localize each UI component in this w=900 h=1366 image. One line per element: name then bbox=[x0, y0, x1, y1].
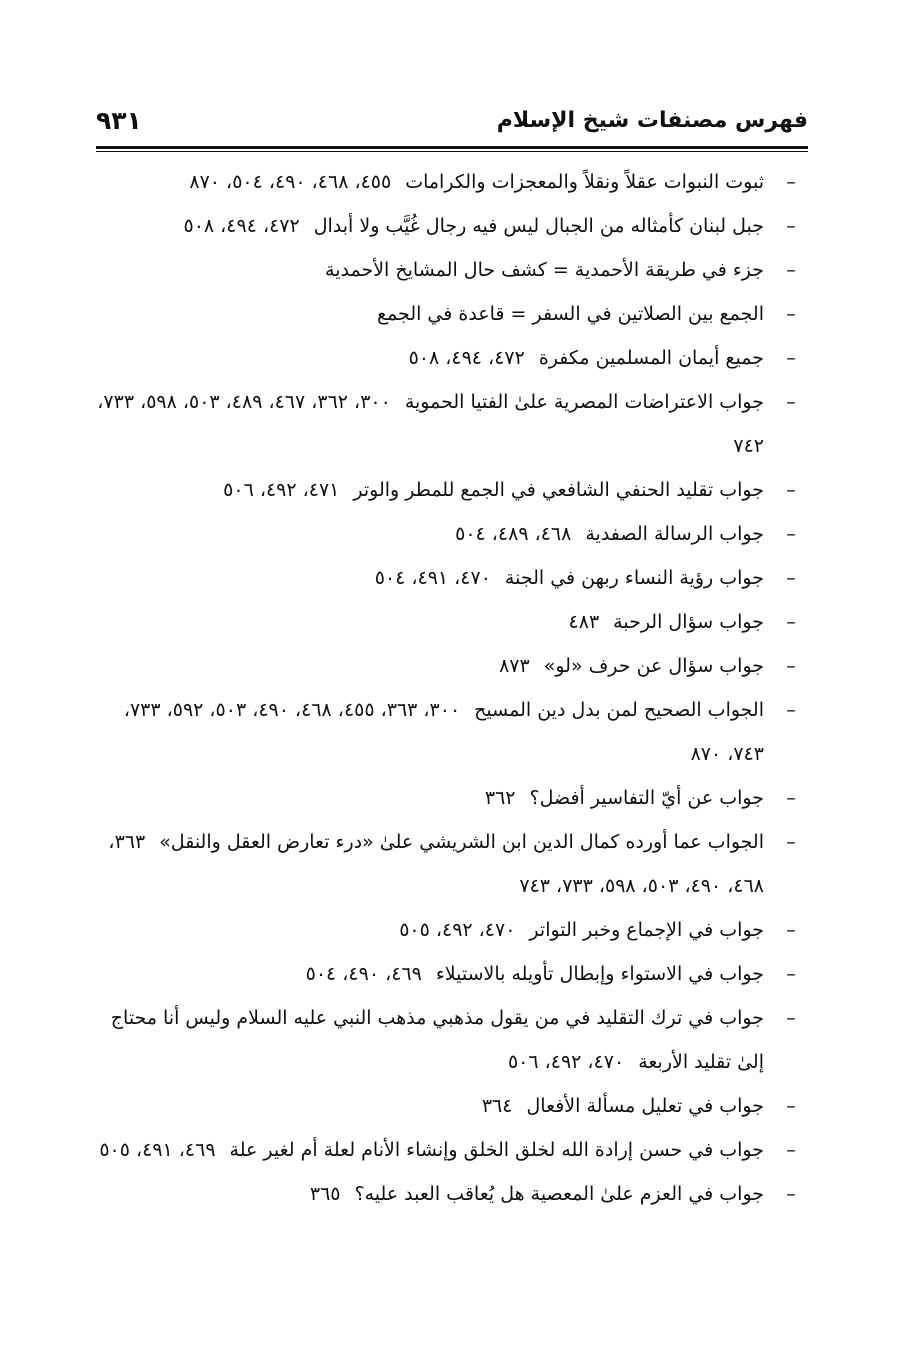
entry-title: جواب رؤية النساء ربهن في الجنة bbox=[504, 567, 764, 589]
entry-dash: – bbox=[786, 699, 796, 721]
entry-title: جواب عن أيّ التفاسير أفضل؟ bbox=[529, 787, 764, 809]
entry-title: جواب في تعليل مسألة الأفعال bbox=[526, 1095, 764, 1117]
index-entry bbox=[96, 336, 808, 380]
entry-dash: – bbox=[786, 567, 796, 589]
entry-pages: ٤٥٥، ٤٦٨، ٤٩٠، ٥٠٤، ٨٧٠ bbox=[189, 171, 392, 193]
entry-pages: ٤٧٠، ٤٩٢، ٥٠٦ bbox=[507, 1051, 625, 1073]
index-entry bbox=[96, 952, 808, 996]
entry-title: جزء في طريقة الأحمدية = كشف حال المشايخ الأحمدية bbox=[325, 259, 764, 281]
index-entry bbox=[96, 512, 808, 556]
entry-dash: – bbox=[786, 303, 796, 325]
entry-pages: ٨٧٣ bbox=[499, 655, 530, 677]
entry-dash: – bbox=[786, 215, 796, 237]
entry-title: جواب سؤال عن حرف «لو» bbox=[543, 655, 764, 677]
entry-dash: – bbox=[786, 523, 796, 545]
entry-title: جواب في ترك التقليد في من يقول مذهبي مذهب النبي عليه السلام وليس أنا محتاج إلىٰ تقليد الأربعة bbox=[110, 1007, 764, 1073]
entry-pages: ٣٠٠، ٣٦٣، ٤٥٥، ٤٦٨، ٤٩٠، ٥٠٣، ٥٩٢، ٧٣٣، ٧٤٣، ٨٧٠ bbox=[123, 699, 764, 765]
entry-pages: ٣٦٤ bbox=[481, 1095, 513, 1117]
entry-dash: – bbox=[786, 831, 796, 853]
entry-pages: ٣٦٢ bbox=[484, 787, 516, 809]
entry-pages: ٣٦٥ bbox=[309, 1183, 341, 1205]
entry-dash: – bbox=[786, 1183, 796, 1205]
entry-pages: ٤٨٣ bbox=[568, 611, 600, 633]
page-number: ٩٣١ bbox=[96, 106, 142, 135]
entry-dash: – bbox=[786, 1007, 796, 1029]
index-entry bbox=[96, 644, 808, 688]
entry-pages: ٤٧٠، ٤٩١، ٥٠٤ bbox=[374, 567, 491, 589]
index-entry bbox=[96, 776, 808, 820]
entry-title: جواب تقليد الحنفي الشافعي في الجمع للمطر والوتر bbox=[353, 479, 764, 501]
entry-dash: – bbox=[786, 171, 796, 193]
entry-dash: – bbox=[786, 479, 796, 501]
entry-title: جميع أيمان المسلمين مكفرة bbox=[538, 347, 764, 369]
entry-dash: – bbox=[786, 1139, 796, 1161]
index-entry bbox=[96, 292, 808, 336]
running-title: فهرس مصنفات شيخ الإسلام bbox=[496, 108, 808, 133]
index-entry bbox=[96, 600, 808, 644]
entry-pages: ٤٦٩، ٤٩١، ٥٠٥ bbox=[99, 1139, 216, 1161]
entry-title: جواب الاعتراضات المصرية علىٰ الفتيا الحموية bbox=[404, 391, 764, 413]
entry-title: جواب في حسن إرادة الله لخلق الخلق وإنشاء الأنام لعلة أم لغير علة bbox=[229, 1139, 764, 1161]
entry-title: الجواب عما أورده كمال الدين ابن الشريشي علىٰ «درء تعارض العقل والنقل» bbox=[159, 831, 764, 853]
index-entry bbox=[96, 1084, 808, 1128]
entry-title: جواب سؤال الرحبة bbox=[613, 611, 764, 633]
entry-title: الجواب الصحيح لمن بدل دين المسيح bbox=[474, 699, 764, 721]
entry-pages: ٤٧٢، ٤٩٤، ٥٠٨ bbox=[408, 347, 525, 369]
index-entry bbox=[96, 204, 808, 248]
entry-title: جبل لبنان كأمثاله من الجبال ليس فيه رجال غُيَّب ولا أبدال bbox=[313, 215, 764, 237]
entry-dash: – bbox=[786, 655, 796, 677]
entry-dash: – bbox=[786, 391, 796, 413]
index-entries-list bbox=[96, 160, 808, 1216]
entry-dash: – bbox=[786, 1095, 796, 1117]
entry-pages: ٣٠٠، ٣٦٢، ٤٦٧، ٤٨٩، ٥٠٣، ٥٩٨، ٧٣٣، ٧٤٢ bbox=[97, 391, 764, 457]
index-entry bbox=[96, 556, 808, 600]
entry-pages: ٣٦٣، ٤٦٨، ٤٩٠، ٥٠٣، ٥٩٨، ٧٣٣، ٧٤٣ bbox=[108, 831, 764, 897]
index-entry bbox=[96, 248, 808, 292]
index-entry bbox=[96, 380, 808, 468]
index-entry bbox=[96, 160, 808, 204]
index-entry bbox=[96, 1172, 808, 1216]
index-entry bbox=[96, 820, 808, 908]
entry-dash: – bbox=[786, 787, 796, 809]
entry-title: جواب في الاستواء وإبطال تأويله بالاستيلاء bbox=[435, 963, 764, 985]
entry-pages: ٤٦٩، ٤٩٠، ٥٠٤ bbox=[305, 963, 422, 985]
entry-dash: – bbox=[786, 963, 796, 985]
entry-title: الجمع بين الصلاتين في السفر = قاعدة في الجمع bbox=[376, 303, 764, 325]
header-rule-thin bbox=[96, 151, 808, 152]
entry-pages: ٤٧٢، ٤٩٤، ٥٠٨ bbox=[183, 215, 300, 237]
index-entry bbox=[96, 996, 808, 1084]
index-entry bbox=[96, 908, 808, 952]
header-rule-thick bbox=[96, 146, 808, 149]
running-header bbox=[96, 104, 808, 144]
entry-pages: ٤٦٨، ٤٨٩، ٥٠٤ bbox=[455, 523, 572, 545]
index-entry bbox=[96, 1128, 808, 1172]
entry-dash: – bbox=[786, 347, 796, 369]
entry-dash: – bbox=[786, 259, 796, 281]
entry-title: ثبوت النبوات عقلاً ونقلاً والمعجزات والكرامات bbox=[405, 171, 764, 193]
entry-dash: – bbox=[786, 919, 796, 941]
entry-title: جواب في العزم علىٰ المعصية هل يُعاقب العبد عليه؟ bbox=[354, 1183, 764, 1205]
entry-pages: ٤٧١، ٤٩٢، ٥٠٦ bbox=[223, 479, 340, 501]
entry-dash: – bbox=[786, 611, 796, 633]
index-entry bbox=[96, 688, 808, 776]
entry-title: جواب الرسالة الصفدية bbox=[585, 523, 764, 545]
index-entry bbox=[96, 468, 808, 512]
entry-pages: ٤٧٠، ٤٩٢، ٥٠٥ bbox=[399, 919, 516, 941]
entry-title: جواب في الإجماع وخبر التواتر bbox=[529, 919, 764, 941]
